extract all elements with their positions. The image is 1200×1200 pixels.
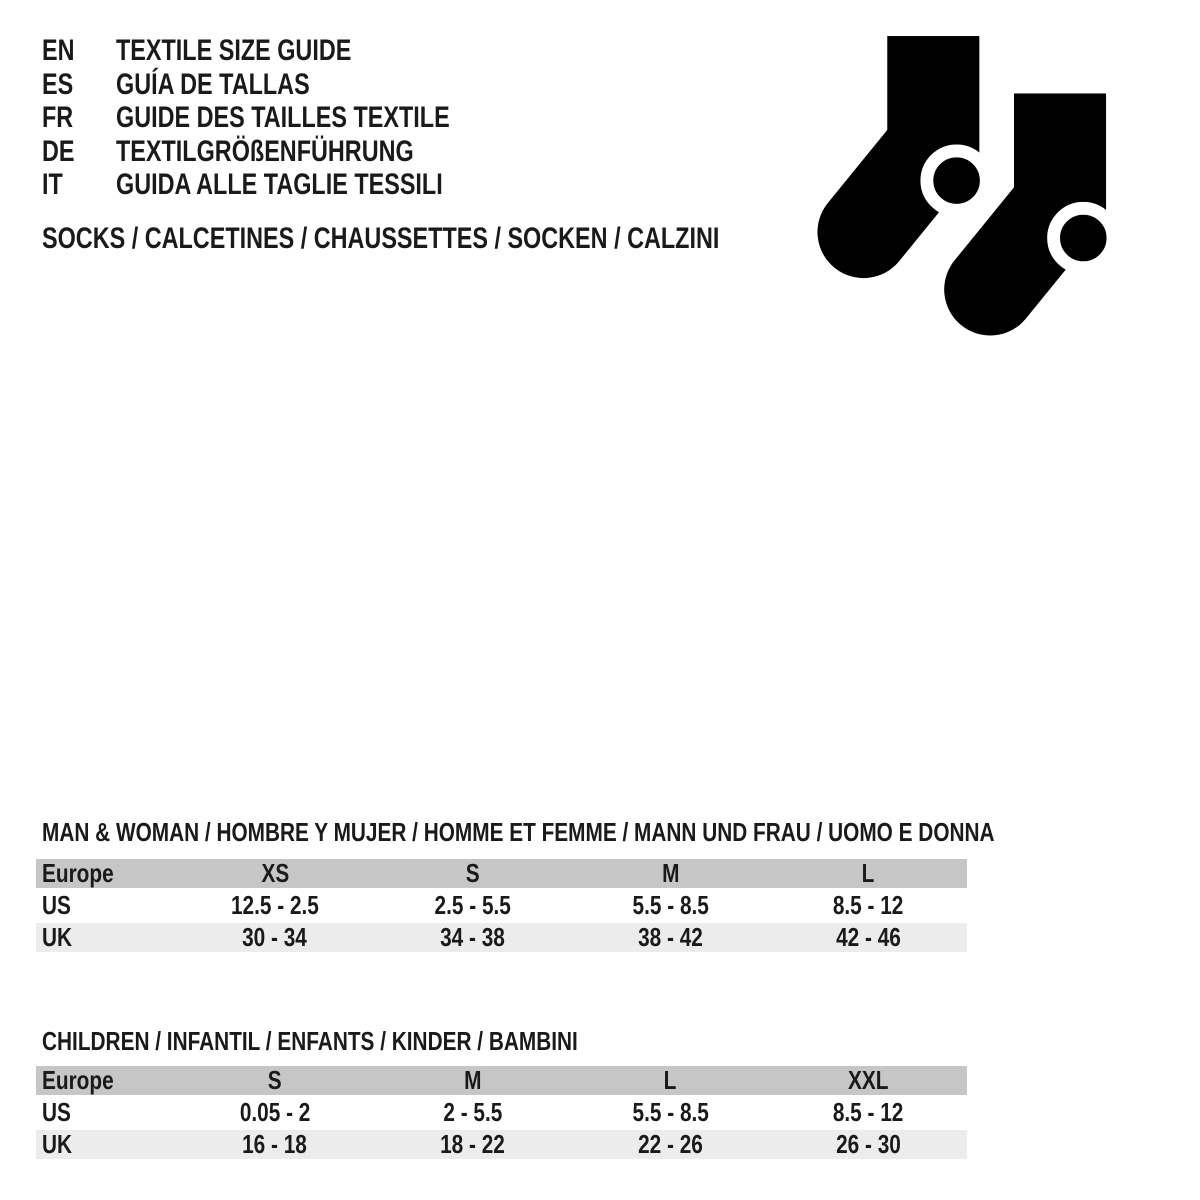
column-header: Europe (42, 1065, 114, 1095)
row-label: UK (42, 922, 73, 952)
size-value: 8.5 - 12 (832, 1097, 904, 1127)
size-value: 5.5 - 8.5 (632, 890, 709, 920)
column-header: Europe (42, 858, 114, 888)
size-value: 12.5 - 2.5 (230, 890, 319, 920)
size-value: 30 - 34 (242, 922, 308, 952)
size-value: 22 - 26 (637, 1129, 703, 1159)
size-value: 2 - 5.5 (443, 1097, 503, 1127)
column-header: M (463, 1065, 482, 1095)
lang-code: ES (42, 67, 74, 101)
lang-title: GUIDA ALLE TAGLIE TESSILI (116, 168, 443, 201)
lang-title: TEXTILE SIZE GUIDE (116, 34, 352, 67)
table-header-row (36, 1066, 967, 1095)
column-header: L (861, 858, 875, 888)
table-row-uk (36, 1130, 967, 1159)
table-row-uk (36, 923, 967, 952)
size-table-man-woman (36, 859, 967, 955)
column-header: XS (261, 858, 289, 888)
size-value: 34 - 38 (440, 922, 505, 952)
lang-row-es (42, 68, 544, 102)
lang-row-fr (42, 101, 544, 135)
size-table-children (36, 1066, 967, 1162)
language-title-list (42, 34, 544, 202)
size-value: 38 - 42 (637, 922, 703, 952)
column-header: S (465, 858, 480, 888)
category-line: SOCKS / CALCETINES / CHAUSSETTES / SOCKEN / CALZINI (42, 222, 720, 255)
size-value: 16 - 18 (242, 1129, 308, 1159)
size-value: 8.5 - 12 (832, 890, 904, 920)
row-label: US (42, 890, 71, 920)
socks-icon (816, 36, 1111, 341)
lang-code: EN (42, 34, 75, 67)
lang-code: FR (42, 101, 74, 134)
lang-row-en (42, 34, 544, 68)
row-label: UK (42, 1129, 73, 1159)
size-value: 5.5 - 8.5 (632, 1097, 709, 1127)
table-row-us (36, 1098, 967, 1127)
lang-title: GUÍA DE TALLAS (116, 67, 310, 101)
size-value: 0.05 - 2 (239, 1097, 311, 1127)
table-header-row (36, 859, 967, 888)
lang-code: IT (42, 168, 63, 201)
column-header: XXL (847, 1065, 889, 1095)
size-value: 42 - 46 (835, 922, 901, 952)
row-label: US (42, 1097, 71, 1127)
table-title-man-woman: MAN & WOMAN / HOMBRE Y MUJER / HOMME ET FEMME / MANN UND FRAU / UOMO E DONNA (42, 817, 995, 847)
size-value: 26 - 30 (835, 1129, 901, 1159)
lang-title: TEXTILGRÖßENFÜHRUNG (116, 134, 414, 168)
lang-code: DE (42, 134, 75, 168)
size-value: 18 - 22 (440, 1129, 505, 1159)
table-title-children: CHILDREN / INFANTIL / ENFANTS / KINDER / BAMBINI (42, 1026, 578, 1056)
lang-row-de (42, 135, 544, 169)
lang-row-it (42, 168, 544, 202)
column-header: M (661, 858, 680, 888)
size-value: 2.5 - 5.5 (434, 890, 511, 920)
table-row-us (36, 891, 967, 920)
column-header: L (664, 1065, 677, 1095)
column-header: S (267, 1065, 282, 1095)
lang-title: GUIDE DES TAILLES TEXTILE (116, 101, 450, 134)
